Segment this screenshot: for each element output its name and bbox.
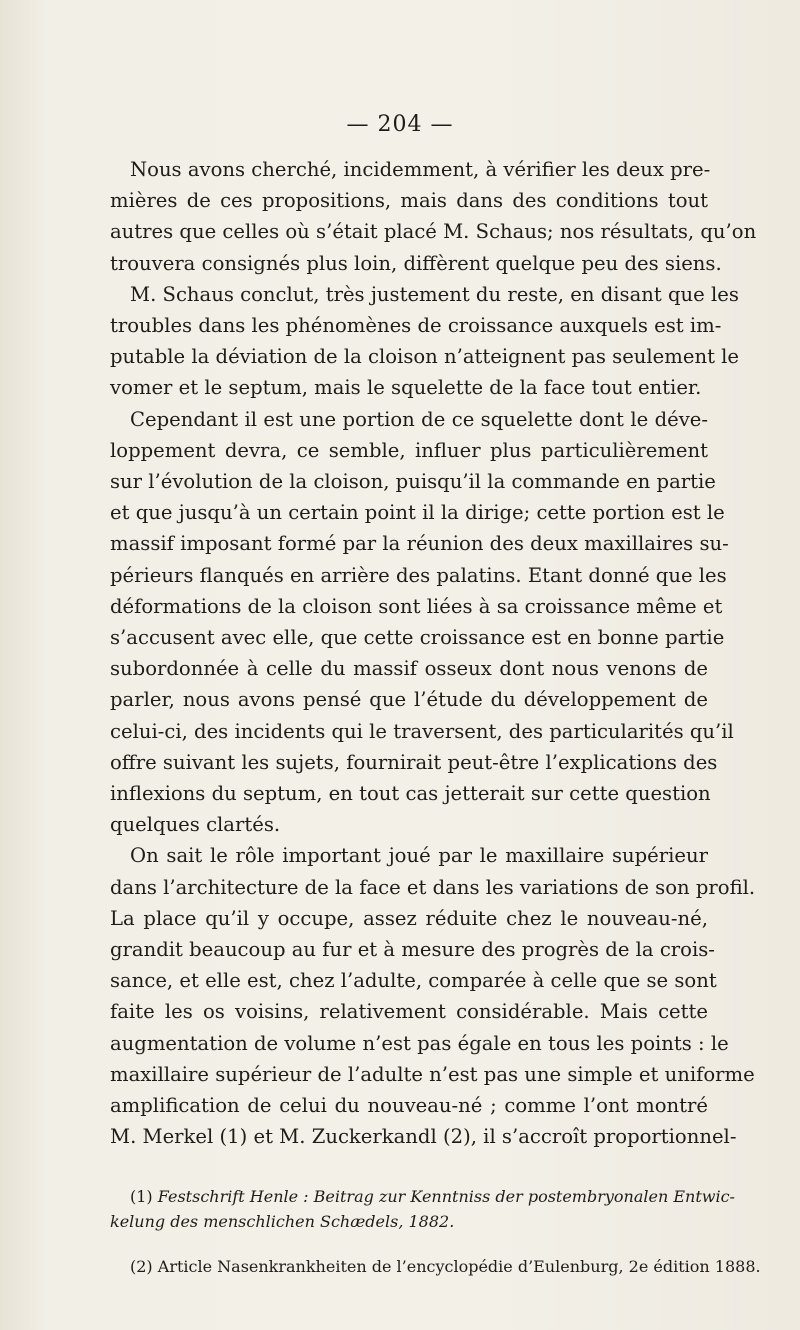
footnotes: [110, 1184, 761, 1279]
text-line: M. Schaus conclut, très justement du reste, en disant que les: [130, 282, 739, 306]
text-line: déformations de la cloison sont liées à sa croissance même et: [110, 594, 723, 618]
text-line: sance, et elle est, chez l’adulte, comparée à celle que se sont: [110, 969, 717, 993]
text-line: On sait le rôle important joué par le maxillaire supérieur: [130, 844, 708, 868]
text-line: M. Merkel (1) et M. Zuckerkandl (2), il s’accroît proportionnel-: [110, 1125, 737, 1149]
text-line: autres que celles où s’était placé M. Schaus; nos résultats, qu’on: [110, 220, 757, 244]
footnote-2-marker: (2): [130, 1257, 153, 1276]
text-line: massif imposant formé par la réunion des deux maxillaires su-: [110, 532, 729, 556]
text-line: quelques clartés.: [110, 813, 281, 837]
text-line: parler, nous avons pensé que l’étude du développement de: [110, 688, 708, 712]
paragraph-3: [110, 404, 734, 841]
paragraph-4: [110, 840, 756, 1152]
text-line: loppement devra, ce semble, influer plus particulièrement: [110, 438, 708, 462]
footnote-1-line-1: Festschrift Henle : Beitrag zur Kenntniss der postembryonalen Entwic-: [157, 1187, 735, 1206]
text-line: troubles dans les phénomènes de croissance auxquels est im-: [110, 314, 722, 338]
text-line: faite les os voisins, relativement considérable. Mais cette: [110, 1000, 708, 1024]
body-text: [110, 154, 757, 1153]
footnote-2: [110, 1254, 761, 1279]
text-line: Cependant il est une portion de ce squelette dont le déve-: [130, 407, 708, 431]
page-number: — 204 —: [346, 112, 454, 137]
footnote-1-line-2: kelung des menschlichen Schædels, 1882.: [110, 1212, 455, 1231]
text-line: maxillaire supérieur de l’adulte n’est pas une simple et uniforme: [110, 1062, 755, 1086]
text-line: Nous avons cherché, incidemment, à vérifier les deux pre-: [130, 158, 711, 181]
footnote-2-text: Article Nasenkrankheiten de l’encyclopédie d’Eulenburg, 2e édition 1888.: [157, 1257, 761, 1276]
text-line: amplification de celui du nouveau-né ; comme l’ont montré: [110, 1094, 708, 1118]
text-line: La place qu’il y occupe, assez réduite chez le nouveau-né,: [110, 906, 708, 930]
text-line: vomer et le septum, mais le squelette de la face tout entier.: [110, 376, 702, 400]
text-line: grandit beaucoup au fur et à mesure des progrès de la crois-: [110, 938, 715, 962]
text-line: augmentation de volume n’est pas égale en tous les points : le: [110, 1031, 729, 1055]
footnote-1: [110, 1184, 735, 1234]
text-line: sur l’évolution de la cloison, puisqu’il la commande en partie: [110, 470, 716, 494]
text-line: offre suivant les sujets, fournirait peut-être l’explications des: [110, 750, 718, 774]
text-line: dans l’architecture de la face et dans les variations de son profil.: [110, 875, 756, 899]
text-line: trouvera consignés plus loin, diffèrent quelque peu des siens.: [110, 251, 722, 275]
text-line: inflexions du septum, en tout cas jetterait sur cette question: [110, 782, 711, 806]
text-line: et que jusqu’à un certain point il la dirige; cette portion est le: [110, 501, 725, 525]
text-line: subordonnée à celle du massif osseux dont nous venons de: [110, 657, 708, 681]
footnote-1-marker: (1): [130, 1187, 153, 1206]
paragraph-1: [110, 154, 757, 279]
text-line: celui-ci, des incidents qui le traversent, des particularités qu’il: [110, 719, 734, 743]
text-line: mières de ces propositions, mais dans des conditions tout: [110, 189, 708, 213]
paragraph-2: [110, 279, 740, 404]
text-line: putable la déviation de la cloison n’atteignent pas seulement le: [110, 345, 740, 369]
text-line: s’accusent avec elle, que cette croissance est en bonne partie: [110, 626, 725, 650]
text-line: périeurs flanqués en arrière des palatins. Etant donné que les: [110, 563, 727, 587]
